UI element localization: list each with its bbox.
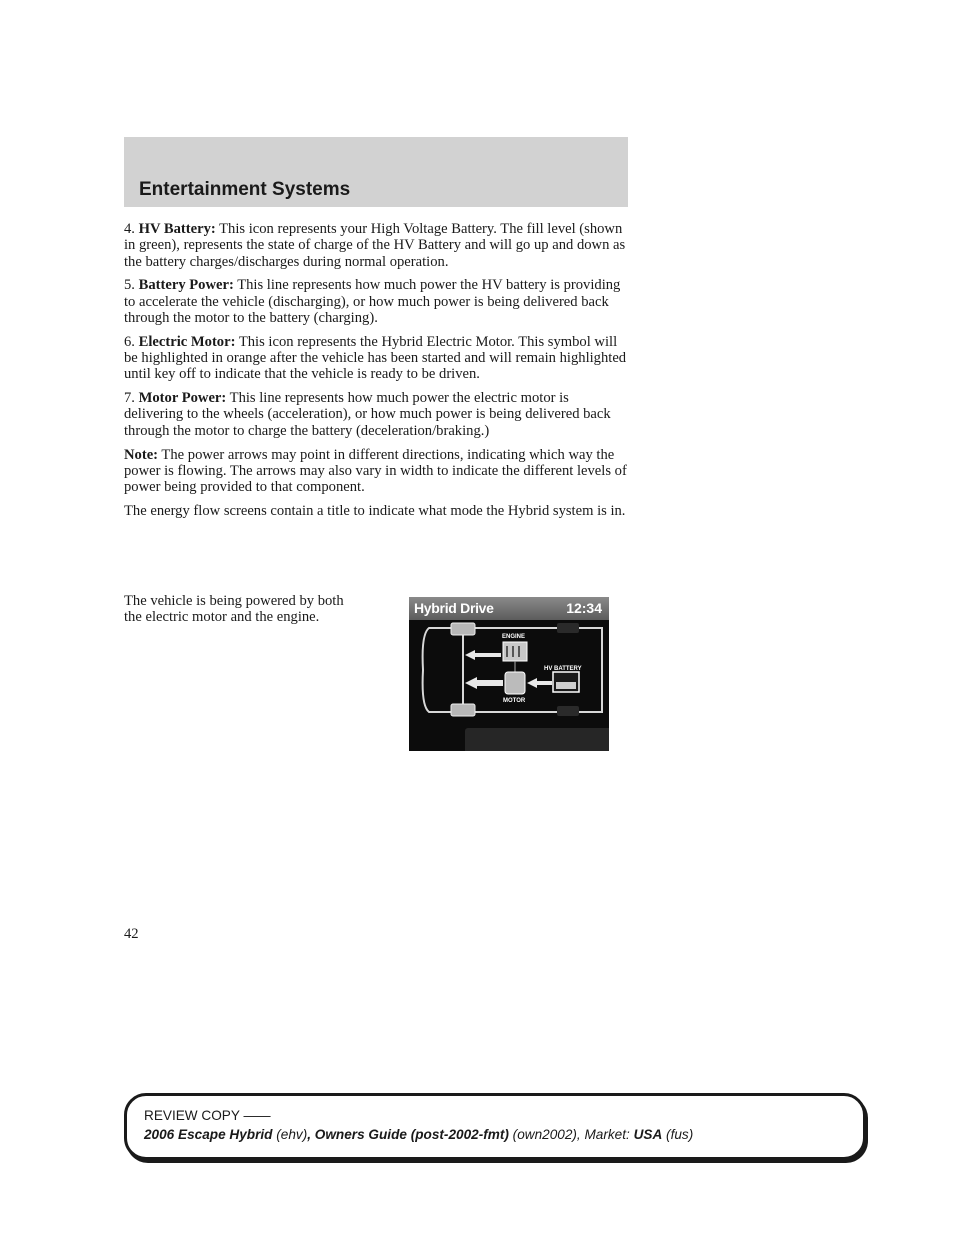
paragraph-motor-power	[124, 390, 630, 439]
energy-flow-diagram	[409, 620, 609, 751]
footer-guide: Owners Guide (post-2002-fmt)	[314, 1127, 509, 1142]
item-text: This line represents how much power the electric motor is delivering to the wheels (acceleration), or how much power is being delivered back through the motor to charge the battery (deceleration/braking.)	[124, 390, 611, 439]
page-number: 42	[124, 926, 139, 942]
motor-label: MOTOR	[503, 698, 526, 704]
electric-motor-icon	[505, 672, 525, 694]
item-text: This icon represents your High Voltage Battery. The fill level (shown in green), represents the state of charge of the HV Battery and will go up and down as the battery charges/discharges during normal operation.	[124, 221, 626, 270]
energy-flow-screen	[409, 597, 609, 751]
rear-right-wheel-icon	[557, 706, 579, 716]
figure-caption: The vehicle is being powered by both the electric motor and the engine.	[124, 593, 344, 626]
footer-model-code: (ehv)	[272, 1127, 308, 1142]
item-number: 4.	[124, 221, 135, 237]
paragraph-battery-power	[124, 277, 630, 326]
paragraph-electric-motor	[124, 334, 630, 383]
footer-review-copy: REVIEW COPY ——	[144, 1108, 271, 1123]
rear-left-wheel-icon	[451, 704, 475, 716]
front-right-wheel-icon	[557, 623, 579, 633]
motor-power-arrow	[465, 677, 503, 689]
paragraph-note	[124, 447, 630, 496]
body-text	[124, 221, 630, 527]
battery-power-arrow	[527, 678, 552, 688]
footer-market-label: , Market:	[576, 1127, 634, 1142]
screen-mode-title: Hybrid Drive	[414, 600, 494, 616]
footer-guide-code: (own2002)	[508, 1127, 577, 1142]
hv-battery-label: HV BATTERY	[544, 666, 582, 672]
front-left-wheel-icon	[451, 623, 475, 635]
section-title: Entertainment Systems	[139, 179, 351, 200]
item-term: Motor Power:	[138, 390, 227, 407]
footer-model: 2006 Escape Hybrid	[144, 1127, 273, 1142]
footer-market: USA	[633, 1127, 663, 1142]
paragraph-energy-flow	[124, 503, 630, 519]
review-copy-footer	[124, 1093, 866, 1160]
item-text: This line represents how much power the HV battery is providing to accelerate the vehicle (discharging), or how much power is being delivered back through the motor to the battery (charging).	[124, 277, 621, 326]
footer-separator: ,	[307, 1127, 315, 1142]
note-term: Note:	[124, 446, 159, 463]
item-text: This icon represents the Hybrid Electric Motor. This symbol will be highlighted in orange after the vehicle has been started and will remain highlighted until key off to indicate that the vehicle is ready to be driven.	[124, 333, 627, 383]
item-number: 5.	[124, 277, 135, 294]
item-number: 6.	[124, 333, 135, 350]
hv-battery-fill	[556, 682, 576, 689]
footer-document-info	[144, 1127, 693, 1142]
screen-clock: 12:34	[566, 600, 602, 616]
engine-label: ENGINE	[502, 634, 526, 640]
item-term: HV Battery:	[138, 221, 216, 237]
screen-bottom-panel	[465, 728, 609, 751]
item-term: Electric Motor:	[138, 333, 236, 350]
paragraph-hv-battery	[124, 221, 630, 270]
engine-power-arrow	[465, 650, 501, 660]
section-header-band	[124, 137, 628, 207]
item-number: 7.	[124, 390, 135, 407]
footer-market-code: (fus)	[662, 1127, 694, 1142]
item-term: Battery Power:	[138, 277, 234, 294]
note-text: The power arrows may point in different directions, indicating which way the power is flowing. The arrows may also vary in width to indicate the different levels of power being provided to that component.	[124, 446, 627, 496]
paragraph-text: The energy flow screens contain a title to indicate what mode the Hybrid system is in.	[124, 502, 626, 519]
screen-title-bar	[409, 597, 609, 620]
